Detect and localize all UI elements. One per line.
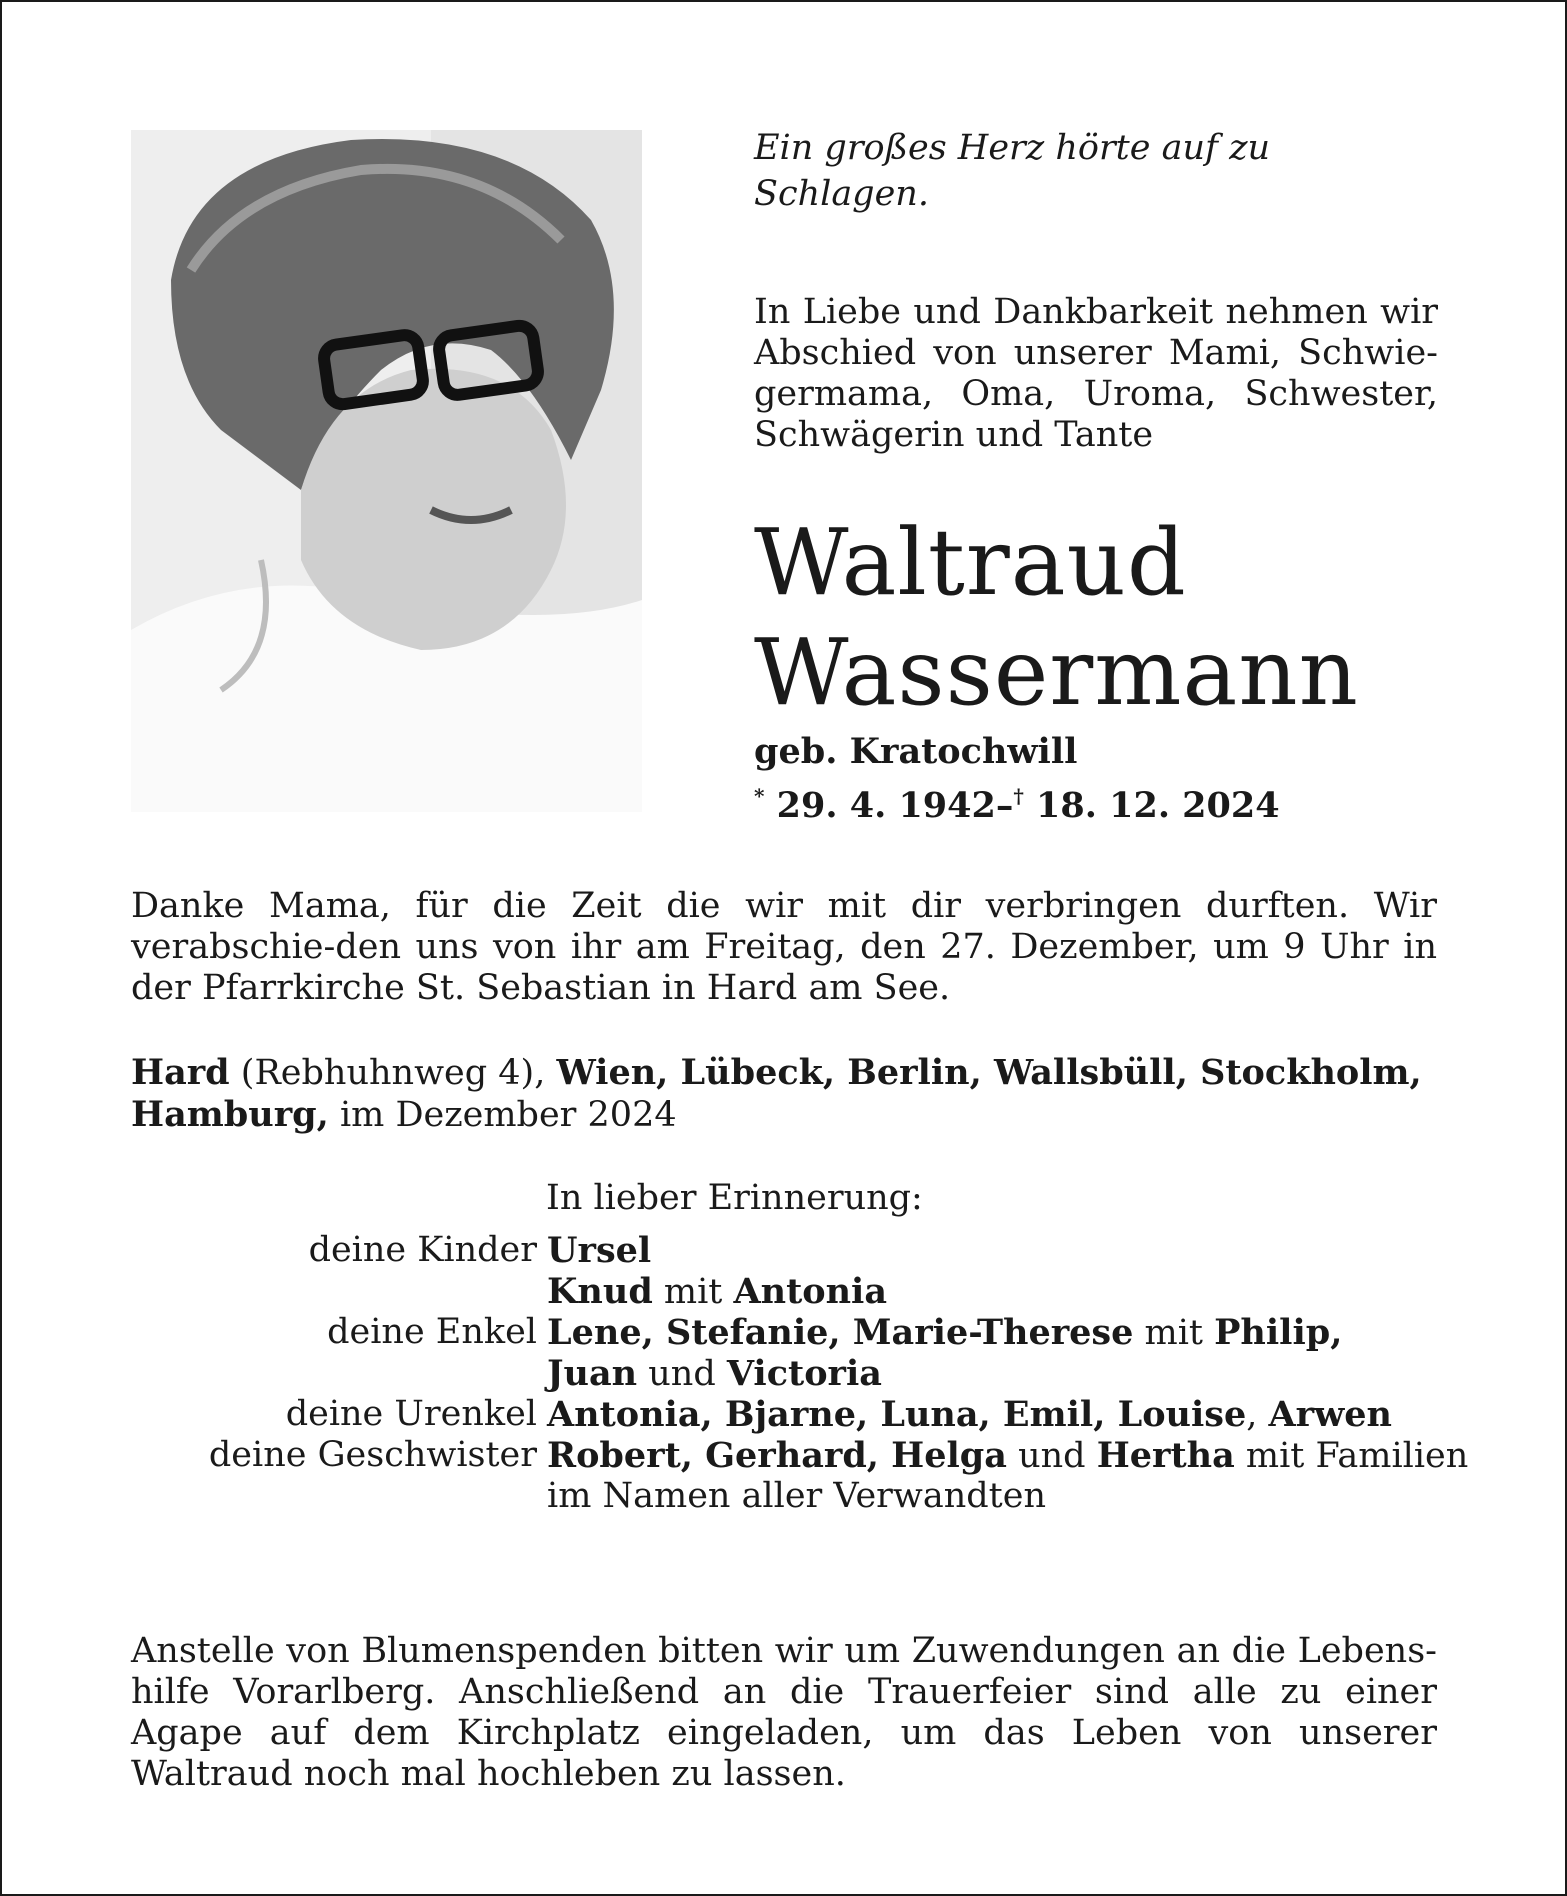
date-separator: –: [995, 785, 1014, 826]
portrait-image: [131, 130, 642, 812]
family-name: Juan: [547, 1353, 638, 1394]
family-row-grandchildren-2: Juan und Victoria: [547, 1353, 882, 1394]
place-cities: Wien, Lübeck, Berlin, Wallsbüll, Stockholm,: [556, 1052, 1422, 1093]
place-date: im Dezember 2024: [328, 1095, 677, 1135]
birth-symbol: *: [754, 784, 765, 808]
remembrance-heading: In lieber Erinnerung:: [546, 1178, 923, 1218]
intro-line: germama, Oma, Uroma, Schwester,: [754, 374, 1438, 414]
life-dates: [754, 774, 1280, 828]
death-date: 18. 12. 2024: [1036, 785, 1280, 826]
portrait-photo: [131, 130, 642, 812]
family-name: Hertha: [1096, 1435, 1235, 1476]
motto: Ein großes Herz hörte auf zu Schlagen.: [754, 128, 1271, 214]
family-name: Arwen: [1268, 1394, 1392, 1435]
thanks-paragraph: Danke Mama, für die Zeit die wir mit dir verbringen durften. Wir verabschie-den uns von ihr am Freitag, den 27. Dezember, um 9 Uhr in der Pfarrkirche St. Sebastian in Hard am See.: [131, 886, 1437, 1008]
family-row-children-2: Knud mit Antonia: [547, 1271, 888, 1312]
family-closing: im Namen aller Verwandten: [547, 1476, 1046, 1516]
deceased-name: [754, 508, 1514, 728]
family-name: Antonia: [733, 1271, 888, 1312]
family-name: Knud: [547, 1271, 653, 1312]
maiden-name: geb. Kratochwill: [754, 731, 1078, 772]
family-row-great-grandchildren: deine Urenkel Antonia, Bjarne, Luna, Emil, Louise, Arwen: [131, 1394, 1437, 1435]
places-line: [131, 1052, 1437, 1136]
intro-line: Schwägerin und Tante: [754, 415, 1154, 455]
family-name: Victoria: [726, 1353, 882, 1394]
death-symbol: †: [1013, 784, 1024, 808]
intro-line: In Liebe und Dankbarkeit nehmen wir: [754, 292, 1438, 332]
family-row-closing: [131, 1476, 1437, 1517]
family-label: deine Enkel: [327, 1312, 537, 1352]
family-name: Philip,: [1214, 1312, 1343, 1353]
last-name: Wassermann: [754, 619, 1359, 726]
place-hamburg: Hamburg,: [131, 1094, 329, 1135]
family-row-children: [131, 1230, 1437, 1271]
family-name: Robert, Gerhard, Helga: [547, 1435, 1007, 1476]
family-label: deine Geschwister: [208, 1435, 537, 1475]
donation-paragraph: Anstelle von Blumenspenden bitten wir um Zuwendungen an die Lebens-hilfe Vorarlberg. Anschließend an die Trauerfeier sind alle zu einer Agape auf dem Kirchplatz eingeladen, um das Leben von unserer Waltraud noch mal hochleben zu lassen.: [131, 1631, 1437, 1794]
family-name: Lene, Stefanie, Marie-Therese: [547, 1312, 1134, 1353]
place-address: (Rebhuhnweg 4),: [229, 1053, 557, 1093]
first-name: Waltraud: [754, 509, 1187, 616]
place-hard: Hard: [131, 1052, 230, 1093]
family-row-grandchildren: deine Enkel Lene, Stefanie, Marie-Therese mit Philip,: [131, 1312, 1437, 1353]
intro-line: Abschied von unserer Mami, Schwie-: [754, 333, 1438, 373]
family-row-siblings: deine Geschwister Robert, Gerhard, Helga und Hertha mit Familien: [131, 1435, 1437, 1476]
birth-date: 29. 4. 1942: [776, 785, 996, 826]
intro-text: [754, 292, 1438, 456]
family-list: [131, 1230, 1469, 1517]
family-name: Antonia, Bjarne, Luna, Emil, Louise: [547, 1394, 1247, 1435]
family-label: deine Kinder: [308, 1230, 537, 1270]
family-name: Ursel: [547, 1230, 652, 1271]
family-label: deine Urenkel: [285, 1394, 537, 1434]
